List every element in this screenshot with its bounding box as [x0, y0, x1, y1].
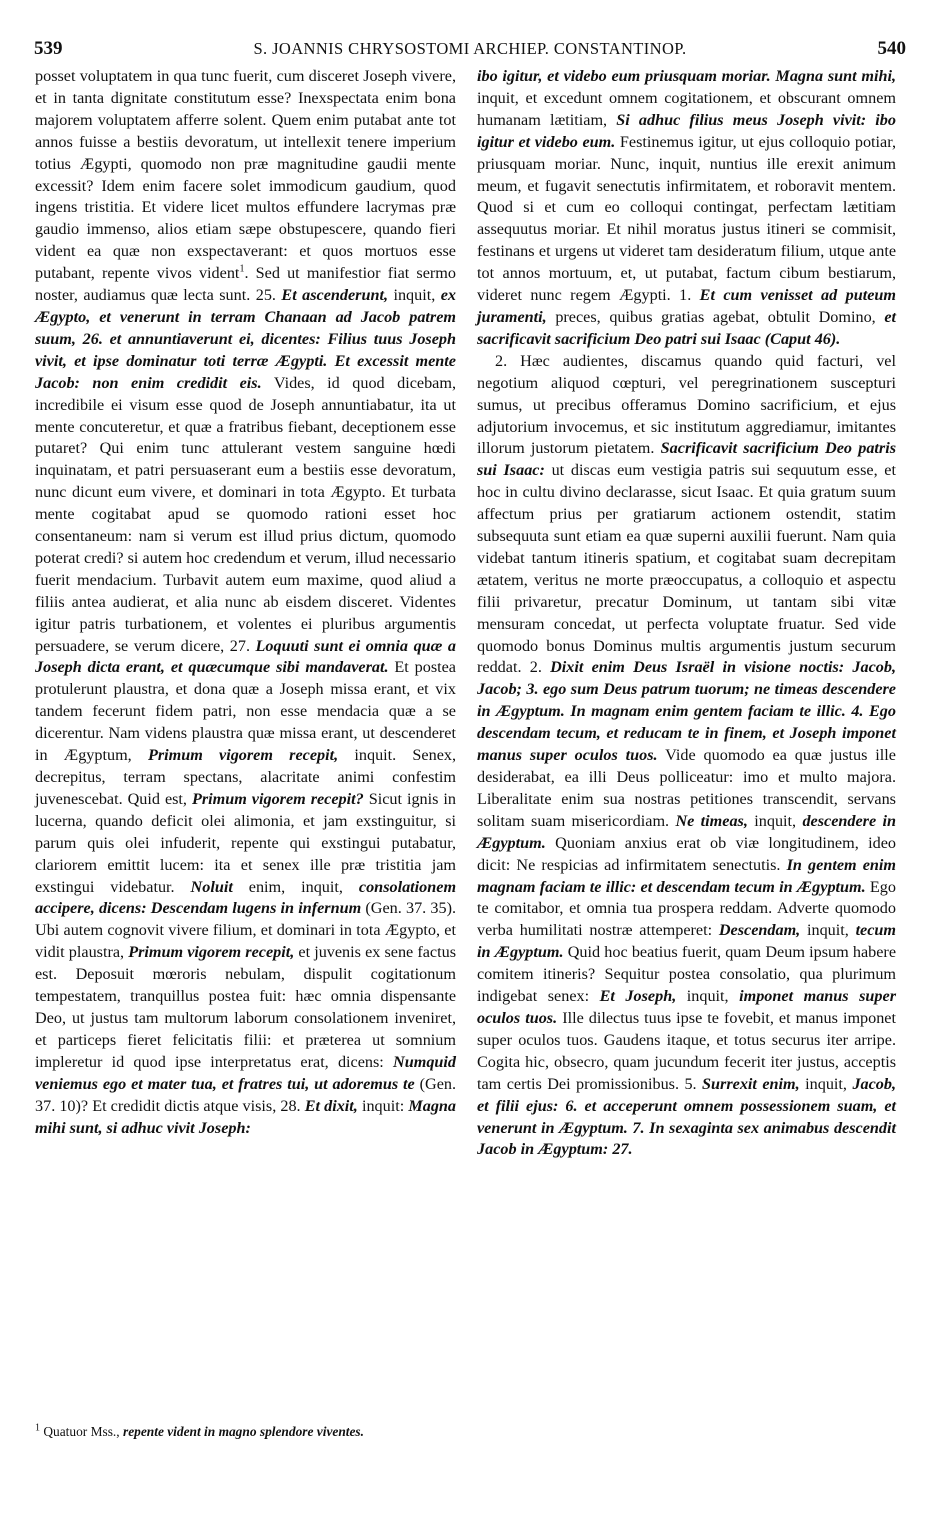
- running-header: [34, 34, 906, 64]
- right-column: [477, 66, 896, 1161]
- footnote: [35, 1424, 456, 1441]
- left-page-number: 539: [34, 38, 63, 59]
- running-title: S. JOANNIS CHRYSOSTOMI ARCHIEP. CONSTANTINOP.: [253, 39, 687, 58]
- left-column-text: posset voluptatem in qua tunc fuerit, cum disceret Joseph vivere, et in tanta dignitate constitutum esse? Inexspectata enim bona majorem voluptatem afferre solent. Quem enim putabat ante tot annos fuisse a bestiis devoratum, ut intellexit tenere imperium totius Ægypti, quomodo non præ magnitudine gaudii mente excessit? Idem enim facere solet immodicum gaudium, quod ingens tristitia. Et videre licet multos effundere lacrymas præ gaudio immenso, alios etiam sæpe obstupescere, quando fieri vident ea quæ non exspectaverant: et quos mortuos esse putabant, repente vivos vident$^1$. Sed ut manifestior fiat sermo noster, audiamus quæ lecta sunt. 25. Et ascenderunt, inquit, ex Ægypto, et venerunt in terram Chanaan ad Jacob patrem suum, 26. et annuntiaverunt ei, dicentes: Filius tuus Joseph vivit, et ipse dominatur toti terræ Ægypti. Et excessit mente Jacob: non enim credidit eis. Vides, id quod dicebam, incredibile ei visum esse quod de Joseph annuntiabatur, ita ut mente concuteretur, et quæ a fratribus fiebant, deceptionem esse putaret? Qui enim tunc attulerant vestem sanguine hœdi inquinatam, et patri persuaserant eum a bestiis esse devoratum, nunc dicunt eum vivere, et dominari in tota Ægypto. Et turbata mente cogitabat apud se quomodo rationi esset hoc consentaneum: nam si verum est illud prius dictum, quomodo poterat credi? si autem hoc credendum et verum, illud necessario fuerit mendacium. Turbavit autem eum maxime, quod aliud a filiis antea audierat, et alia nunc ab eisdem disceret. Videntes igitur patris turbationem, et volentes ei pluribus argumentis persuadere, se verum dicere, 27. Loquuti sunt ei omnia quæ a Joseph dicta erant, et quæcumque sibi mandaverat. Et postea protulerunt plaustra, et dona quæ a Joseph missa erant, et vix tandem fecerunt fidem patri, non esse mendacia quæ a se dicerentur. Nam videns plaustra quæ missa erant, ut descenderet in Ægyptum, Primum vigorem recepit, inquit. Senex, decrepitus, terram spectans, alacritate animi confestim juvenescebat. Quid est, Primum vigorem recepit? Sicut ignis in lucerna, quando deficit olei alimonia, et jam exstinguitur, si parum quis olei infuderit, repente qui exstingui putabatur, clariorem emittit lucem: ita et senex ille præ tristitia jam exstingui videbatur. Noluit enim, inquit, consolationem accipere, dicens: Descendam lugens in infernum (Gen. 37. 35). Ubi autem cognovit vivere filium, et dominari in tota Ægypto, et vidit plaustra, Primum vigorem recepit, et juvenis ex sene factus est. Deposuit mœroris nebulam, dispulit cogitationum tempestatem, tranquillus postea fuit: hæc omnia dispensante Deo, ut justus tam multorum laborum consolationem inveniret, et particeps fieret felicitatis filii: et præterea ut somnium impleretur id quod ipse interpretatus erat, dicens: Numquid veniemus ego et mater tua, et fratres tui, ut adoremus te (Gen. 37. 10)? Et credidit dictis atque visis, 28. Et dixit, inquit: Magna mihi sunt, si adhuc vivit Joseph:: [35, 67, 457, 1137]
- footnote-mark: 1: [35, 1422, 40, 1434]
- right-column-paragraph-2: 2. Hæc audientes, discamus quando quid facturi, vel negotium aliquod cœpturi, vel peregrinationem suscepturi sumus, ut precibus offeramus Domino sacrificium, et ejus adjutorium invocemus, et sic institutum aggrediamur, imitantes illorum justorum pietatem. Sacrificavit sacrificium Deo patris sui Isaac: ut discas eum vestigia patris sui sequutum esse, et hoc in cultu divino declarasse, sicut Isaac. Et quia gratum suum affectum prius per gratiarum actionem ostendit, statim subsequuta sunt etiam ea quæ superni auxilii fuerunt. Nam quia videbat tantum itineris spatium, et cogitabat suam decrepitam ætatem, veritus ne morte præoccupatus, a colloquio et aspectu filii privaretur, precatur Dominum, ut tantam sibi vitæ mensuram concedat, ut perfecta voluptate fruatur. Sed vide quomodo bonus Dominus multis argumentis justum securum reddat. 2. Dixit enim Deus Israël in visione noctis: Jacob, Jacob; 3. ego sum Deus patrum tuorum; ne timeas descendere in Ægyptum. In magnam enim gentem faciam te illic. 4. Ego descendam tecum, et reducam te in finem, et Joseph imponet manus super oculos tuos. Vide quomodo ea quæ justus ille desiderabat, ea illi Deus polliceatur: imo et multo majora. Liberalitate enim sua nostras petitiones transcendit, servans solitam suam misericordiam. Ne timeas, inquit, descendere in Ægyptum. Quoniam anxius erat ob viæ longitudinem, ideo dicit: Ne respicias ad infirmitatem senectutis. In gentem enim magnam faciam te illic: et descendam tecum in Ægyptum. Ego te comitabor, et omnia tua prospera reddam. Adverte quomodo verba humilitati nostræ attemperet: Descendam, inquit, tecum in Ægyptum. Quid hoc beatius fuerit, quam Deum ipsum habere comitem itineris? Sequitur postea consolatio, qua plurimum indigebat senex: Et Joseph, inquit, imponet manus super oculos tuos. Ille dilectus tuus ipse te fovebit, et manus imponet super oculos tuos. Gaudens itaque, et totus securus iter arripe. Cogita hic, obsecro, quam jucundum fecerit iter justus, acceptis tam certis Dei promissionibus. 5. Surrexit enim, inquit, Jacob, et filii ejus: 6. et acceperunt omnem possessionem suam, et venerunt in Ægyptum. 7. In sexaginta sex animabus descendit Jacob in Ægyptum: 27.: [477, 351, 897, 1159]
- footnote-reference: 1: [239, 263, 245, 275]
- left-column: [35, 66, 456, 1139]
- footnote-italic-text: repente vident in magno splendore viventes.: [122, 1424, 364, 1439]
- right-page-number: 540: [877, 38, 906, 59]
- right-column-paragraph-1: ibo igitur, et videbo eum priusquam moriar. Magna sunt mihi, inquit, et excedunt omnem cogitationem, et obscurant omnem humanam lætitiam, Si adhuc filius meus Joseph vivit: ibo igitur et videbo eum. Festinemus igitur, ut ejus colloquio potiar, priusquam moriar. Nunc, inquit, nuntius ille erexit animum meum, et fugavit senectutis infirmitatem, et roboravit mentem. Quod si et cum eo colloqui contingat, perfectam lætitiam assequutus moriar. Et nihil moratus justus itineri se commisit, festinans et urgens ut videret tam desideratum filium, utque ante tot annos mortuum, et, ut putabat, factum cibum bestiarum, videret nunc regem Ægypti. 1. Et cum venisset ad puteum juramenti, preces, quibus gratias agebat, obtulit Domino, et sacrificavit sacrificium Deo patri sui Isaac (Caput 46).: [477, 67, 897, 348]
- footnote-text: Quatuor Mss.,: [43, 1424, 120, 1439]
